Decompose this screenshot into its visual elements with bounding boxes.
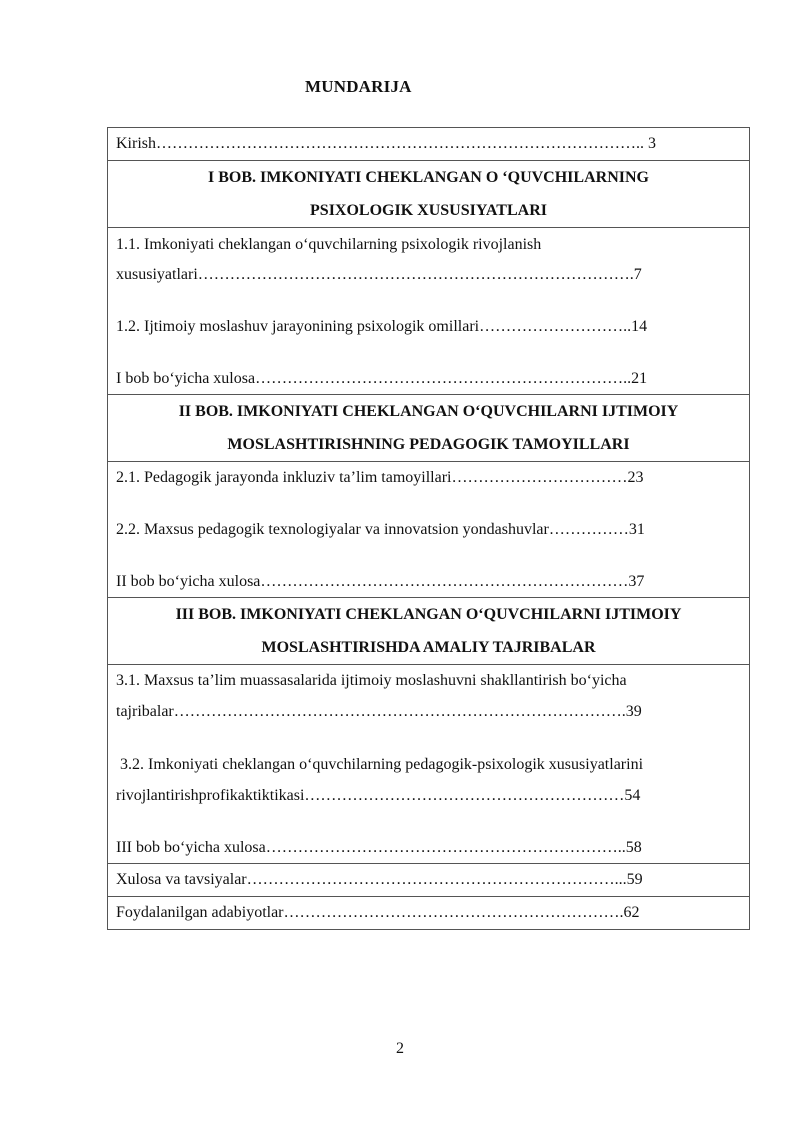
toc-row-chapter2-heading	[108, 395, 750, 462]
chapter1-heading[interactable]	[108, 161, 750, 228]
chapter1-heading-line1: I BOB. IMKONIYATI CHEKLANGAN O ‘QUVCHILARNING	[208, 169, 649, 186]
page-title: MUNDARIJA	[305, 77, 412, 96]
toc-entry-1-2[interactable]: 1.2. Ijtimoiy moslashuv jarayonining psixologik omillari………………………..14	[116, 318, 648, 335]
chapter3-heading[interactable]	[108, 598, 750, 665]
chapter1-entries	[108, 228, 750, 395]
toc-entry-2-2[interactable]: 2.2. Maxsus pedagogik texnologiyalar va innovatsion yondashuvlar……………31	[116, 521, 645, 538]
toc-entry-conclusion[interactable]: Xulosa va tavsiyalar……………………………………………………………...59	[108, 864, 750, 897]
toc-entry-1-1-line1: 1.1. Imkoniyati cheklangan o‘quvchilarning psixologik rivojlanish	[116, 236, 542, 253]
toc-entry-3-1-line1: 3.1. Maxsus ta’lim muassasalarida ijtimoiy moslashuvni shakllantirish bo‘yicha	[116, 672, 627, 689]
toc-entry-3-2-line2: rivojlantirishprofikaktiktikasi……………………………………………………54	[116, 787, 641, 804]
page-number: 2	[396, 1040, 404, 1057]
toc-entry-chapter2-summary[interactable]: II bob bo‘yicha xulosa……………………………………………………………37	[116, 573, 645, 590]
chapter2-entries	[108, 462, 750, 598]
toc-entry-2-1[interactable]: 2.1. Pedagogik jarayonda inkluziv ta’lim tamoyillari……………………………23	[116, 469, 644, 486]
toc-row-chapter1-heading	[108, 161, 750, 228]
table-of-contents	[107, 127, 750, 930]
toc-entry-3-2[interactable]	[116, 749, 741, 811]
toc-entry-1-1-line2: xususiyatlari……………………………………………………………………….7	[116, 266, 642, 283]
toc-row-chapter1-entries	[108, 228, 750, 395]
chapter2-heading[interactable]	[108, 395, 750, 462]
toc-entry-3-1-line2: tajribalar………………………………………………………………………….39	[116, 703, 642, 720]
chapter3-entries	[108, 665, 750, 864]
chapter2-heading-line1: II BOB. IMKONIYATI CHEKLANGAN O‘QUVCHILARNI IJTIMOIY	[178, 403, 679, 420]
toc-entry-1-1[interactable]	[116, 228, 741, 290]
toc-row-chapter3-heading	[108, 598, 750, 665]
toc-entry-chapter3-summary[interactable]: III bob bo‘yicha xulosa…………………………………………………………..58	[116, 839, 642, 856]
toc-row-conclusion	[108, 864, 750, 897]
toc-entry-3-2-line1: 3.2. Imkoniyati cheklangan o‘quvchilarning pedagogik-psixologik xususiyatlarini	[116, 756, 644, 773]
toc-entry-intro[interactable]: Kirish……………………………………………………………………………….. 3	[108, 128, 750, 161]
toc-entry-3-1[interactable]	[116, 665, 741, 727]
toc-entry-chapter1-summary[interactable]: I bob bo‘yicha xulosa……………………………………………………………..21	[116, 370, 648, 387]
chapter3-heading-line2: MOSLASHTIRISHDA AMALIY TAJRIBALAR	[261, 639, 596, 656]
toc-row-chapter2-entries	[108, 462, 750, 598]
toc-row-intro	[108, 128, 750, 161]
toc-row-references	[108, 897, 750, 930]
chapter2-heading-line2: MOSLASHTIRISHNING PEDAGOGIK TAMOYILLARI	[227, 436, 630, 453]
chapter3-heading-line1: III BOB. IMKONIYATI CHEKLANGAN O‘QUVCHILARNI IJTIMOIY	[175, 606, 682, 623]
chapter1-heading-line2: PSIXOLOGIK XUSUSIYATLARI	[310, 202, 547, 219]
toc-entry-references[interactable]: Foydalanilgan adabiyotlar……………………………………………………….62	[108, 897, 750, 930]
toc-row-chapter3-entries	[108, 665, 750, 864]
